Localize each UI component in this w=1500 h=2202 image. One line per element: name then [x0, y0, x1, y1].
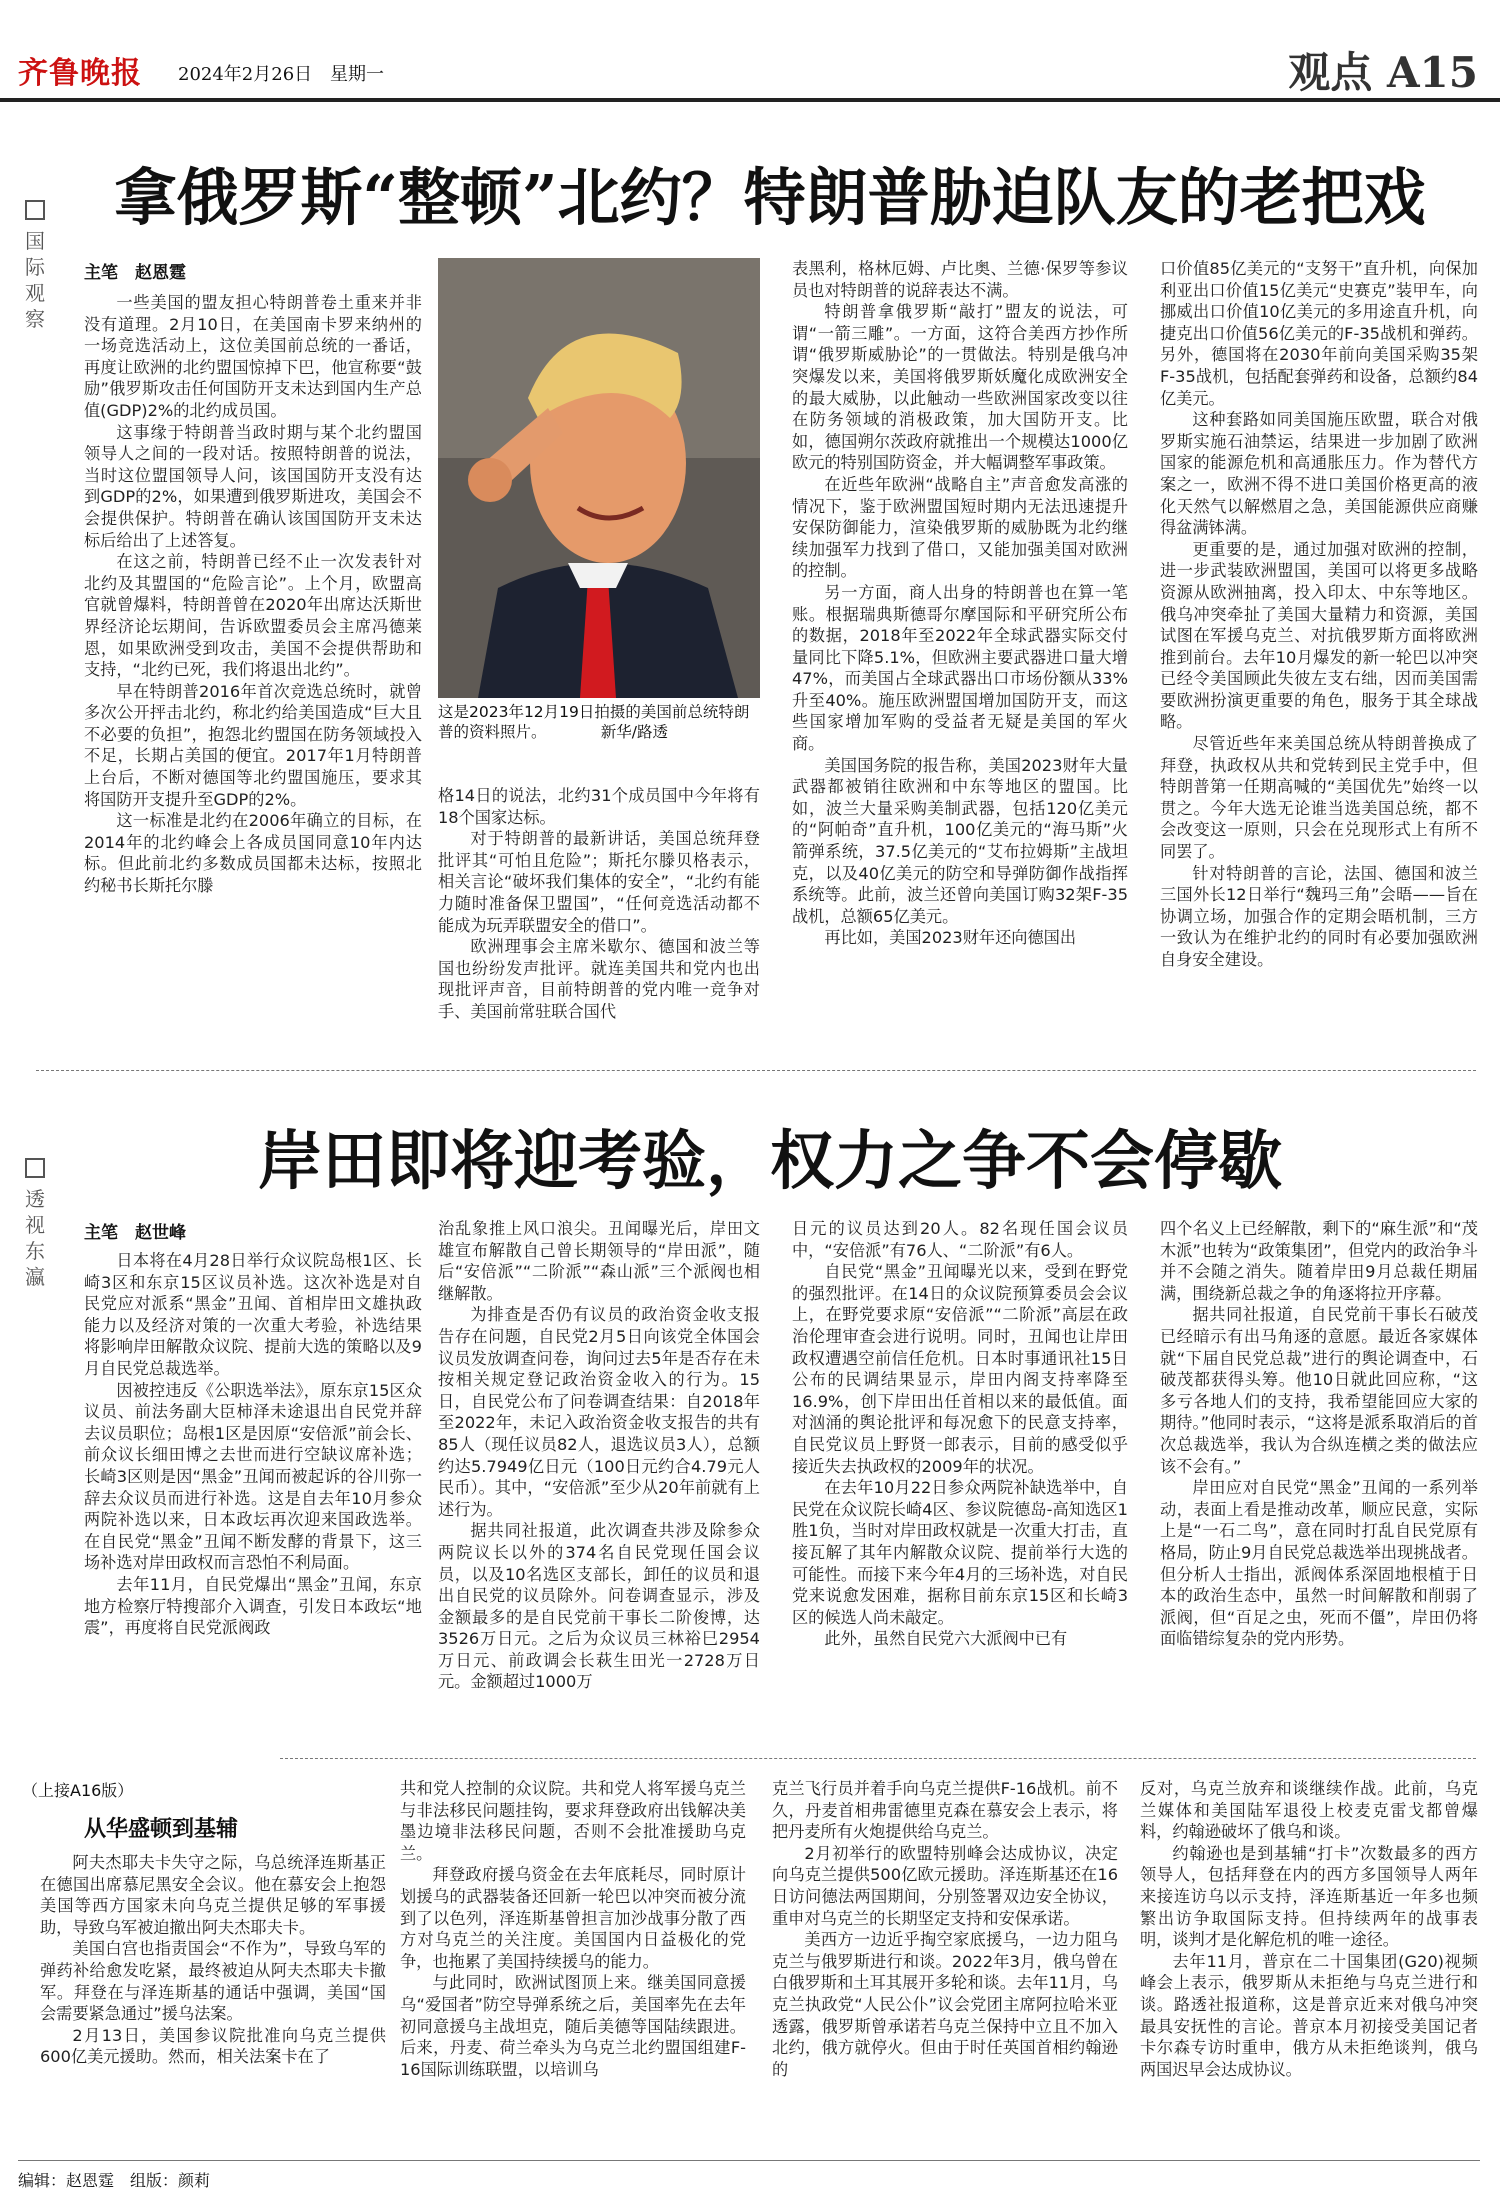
article-paragraph: 这事缘于特朗普当政时期与某个北约盟国领导人之间的一段对话。按照特朗普的说法，当时这位盟国领导人问，该国国防开支没有达到GDP的2%，如果遭到俄罗斯进攻，美国会不会提供保护。特朗普在确认该国国防开支未达标后给出了上述答复。	[84, 422, 422, 550]
article-paragraph: 针对特朗普的言论，法国、德国和波兰三国外长12日举行“魏玛三角”会晤——旨在协调立场，加强合作的定期会晤机制，三方一致认为在维护北约的同时有必要加强欧洲自身安全建设。	[1160, 863, 1478, 969]
article-paragraph: 这一标准是北约在2006年确立的目标，在2014年的北约峰会上各成员国同意10年内达标。但此前北约多数成员国都未达标，按照北约秘书长斯托尔滕	[84, 811, 422, 896]
article-column-1	[40, 1852, 386, 2152]
article-column-4	[1140, 1778, 1478, 2158]
footer-rule	[18, 2160, 1480, 2161]
article-byline: 主笔 赵恩霆	[84, 263, 186, 283]
trump-photo	[438, 258, 760, 698]
article-paragraph: 更重要的是，通过加强对欧洲的控制，进一步武装欧洲盟国，美国可以将更多战略资源从欧洲抽离，投入印太、中东等地区。俄乌冲突牵扯了美国大量精力和资源，美国试图在军援乌克兰、对抗俄罗斯方面将欧洲推到前台。去年10月爆发的新一轮巴以冲突已经令美国顾此失彼左支右绌，因而美国需要欧洲扮演更重要的角色，服务于其全球战略。	[1160, 539, 1478, 732]
article-paragraph: 反对，乌克兰放弃和谈继续作战。此前，乌克兰媒体和美国陆军退役上校麦克雷戈都曾爆料，约翰逊破坏了俄乌和谈。	[1140, 1779, 1478, 1842]
article-column-3	[772, 1778, 1118, 2158]
article-paragraph: 此外，虽然自民党六大派阀中已有	[824, 1629, 1068, 1649]
article-column-4	[1160, 1218, 1478, 1748]
article-subhead: 从华盛顿到基辅	[84, 1816, 239, 1842]
article-column-3	[792, 1218, 1128, 1748]
article-paragraph: 再比如，美国2023财年还向德国出	[824, 928, 1077, 948]
article-paragraph: 阿夫杰耶夫卡失守之际，乌总统泽连斯基正在德国出席慕尼黑安全会议。他在慕安会上抱怨美国等西方国家未向乌克兰提供足够的军事援助，导致乌军被迫撤出阿夫杰耶夫卡。	[40, 1853, 386, 1937]
article-headline: 拿俄罗斯“整顿”北约？特朗普胁迫队友的老把戏	[114, 161, 1426, 234]
article-paragraph: 治乱象推上风口浪尖。丑闻曝光后，岸田文雄宣布解散自己曾长期领导的“岸田派”，随后“安倍派”“二阶派”“森山派”三个派阀也相继解散。	[438, 1219, 760, 1303]
continued-note: （上接A16版）	[22, 1781, 134, 1800]
article-column-3	[792, 258, 1128, 1038]
column-tag-label: 透视东瀛	[25, 1187, 45, 1289]
article-paragraph: 一些美国的盟友担心特朗普卷土重来并非没有道理。2月10日，在美国南卡罗来纳州的一场竞选活动上，这位美国前总统的一番话，再度让欧洲的北约盟国惊掉下巴，他宣称要“鼓励”俄罗斯攻击任何国防开支未达到国内生产总值(GDP)2%的北约成员国。	[84, 293, 422, 420]
article-paragraph: 岸田应对自民党“黑金”丑闻的一系列举动，表面上看是推动改革，顺应民意，实际上是“一石二鸟”，意在同时打乱自民党原有格局，防止9月自民党总裁选举出现挑战者。但分析人士指出，派阀体系深固地根植于日本的政治生态中，虽然一时间解散和削弱了派阀，但“百足之虫，死而不僵”，岸田仍将面临错综复杂的党内形势。	[1160, 1478, 1478, 1649]
article-paragraph: 因被控违反《公职选举法》，原东京15区众议员、前法务副大臣柿泽未途退出自民党并辞去议员职位；岛根1区是因原“安倍派”前会长、前众议长细田博之去世而进行空缺议席补选；长崎3区则是因“黑金”丑闻而被起诉的谷川弥一辞去众议员而进行补选。这是自去年10月参众两院补选以来，日本政坛再次迎来国政选举。在自民党“黑金”丑闻不断发酵的背景下，这三场补选对岸田政权而言恐怕不利局面。	[84, 1380, 422, 1573]
header-rule	[0, 98, 1500, 102]
article-paragraph: 克兰飞行员并着手向乌克兰提供F-16战机。前不久，丹麦首相弗雷德里克森在慕安会上表示，将把丹麦所有火炮提供给乌克兰。	[772, 1779, 1118, 1842]
article-column-4	[1160, 258, 1478, 1038]
issue-date: 2024年2月26日	[178, 64, 313, 85]
article-column-2	[438, 1218, 760, 1748]
tag-box-icon	[25, 1158, 45, 1178]
article-column-1	[84, 1250, 422, 1750]
article-paragraph: 欧洲理事会主席米歇尔、德国和波兰等国也纷纷发声批评。就连美国共和党内也出现批评声音，目前特朗普的党内唯一竞争对手、美国前常驻联合国代	[438, 937, 760, 1021]
article-paragraph: 在近些年欧洲“战略自主”声音愈发高涨的情况下，鉴于欧洲盟国短时期内无法迅速提升安保防御能力，渲染俄罗斯的威胁既为北约继续加强军力找到了借口，又能加强美国对欧洲的控制。	[792, 474, 1128, 581]
article-paragraph: 约翰逊也是到基辅“打卡”次数最多的西方领导人，包括拜登在内的西方多国领导人两年来接连访乌以示支持，泽连斯基近一年多也频繁出访争取国际支持。但持续两年的战事表明，谈判才是化解危机的唯一途径。	[1140, 1843, 1478, 1950]
photo-caption: 这是2023年12月19日拍摄的美国前总统特朗普的资料照片。 新华/路透	[438, 703, 750, 741]
masthead-logo: 齐鲁晚报	[18, 56, 142, 91]
column-tag-international	[22, 200, 48, 332]
article-paragraph: 美国白宫也指责国会“不作为”，导致乌军的弹药补给愈发吃紧，最终被迫从阿夫杰耶夫卡撤军。拜登在与泽连斯基的通话中强调，美国“国会需要紧急通过”援乌法案。	[40, 1939, 386, 2024]
section-label: 观点 A15	[1288, 48, 1478, 97]
article-byline: 主笔 赵世峰	[84, 1223, 186, 1243]
article-paragraph: 表黑利，格林厄姆、卢比奥、兰德·保罗等参议员也对特朗普的说辞表达不满。	[792, 259, 1128, 300]
article-paragraph: 四个名义上已经解散，剩下的“麻生派”和“茂木派”也转为“政策集团”，但党内的政治争斗并不会随之消失。随着岸田9月总裁任期届满，围绕新总裁之争的角逐将拉开序幕。	[1160, 1219, 1478, 1303]
article-paragraph: 为排查是否仍有议员的政治资金收支报告存在问题，自民党2月5日向该党全体国会议员发放调查问卷，询问过去5年是否存在未按相关规定登记政治资金收入的行为。15日，自民党公布了问卷调查结果：自2018年至2022年，未记入政治资金收支报告的共有85人（现任议员82人，退选议员3人），总额约达5.7949亿日元（100日元约合4.79元人民币）。其中，“安倍派”至少从20年前就有上述行为。	[438, 1305, 760, 1519]
article-paragraph: 早在特朗普2016年首次竞选总统时，就曾多次公开抨击北约，称北约给美国造成“巨大且不必要的负担”，抱怨北约盟国在防务领域投入不足，长期占美国的便宜。2017年1月特朗普上台后，不断对德国等北约盟国施压，要求其将国防开支提升至GDP的2%。	[84, 681, 422, 809]
article-paragraph: 尽管近些年来美国总统从特朗普换成了拜登，执政权从共和党转到民主党手中，但特朗普第一任期高喊的“美国优先”始终一以贯之。今年大选无论谁当选美国总统，都不会改变这一原则，只会在兑现形式上有所不同罢了。	[1160, 734, 1478, 862]
article-paragraph: 另一方面，商人出身的特朗普也在算一笔账。根据瑞典斯德哥尔摩国际和平研究所公布的数据，2018年至2022年全球武器实际交付量同比下降5.1%，但欧洲主要武器进口量大增47%，而美国占全球武器出口市场份额从33%升至40%。施压欧洲盟国增加国防开支，而这些国家增加军购的受益者无疑是美国的军火商。	[792, 582, 1128, 754]
article-column-2	[438, 785, 760, 1035]
article-paragraph: 日元的议员达到20人。82名现任国会议员中，“安倍派”有76人、“二阶派”有6人。	[792, 1219, 1128, 1260]
section-divider	[36, 1070, 1476, 1071]
column-tag-japan	[22, 1158, 48, 1290]
article-paragraph: 日本将在4月28日举行众议院岛根1区、长崎3区和东京15区议员补选。这次补选是对自民党应对派系“黑金”丑闻、首相岸田文雄执政能力以及经济对策的一次重大考验，补选结果将影响岸田解散众议院、提前大选的策略以及9月自民党总裁选举。	[84, 1251, 422, 1378]
article-paragraph: 美国国务院的报告称，美国2023财年大量武器都被销往欧洲和中东等地区的盟国。比如，波兰大量采购美制武器，包括120亿美元的“阿帕奇”直升机，100亿美元的“海马斯”火箭弹系统，37.5亿美元的“艾布拉姆斯”主战坦克，以及40亿美元的防空和导弹防御作战指挥系统等。此前，波兰还曾向美国订购32架F-35战机，总额65亿美元。	[792, 755, 1128, 926]
issue-weekday: 星期一	[330, 64, 384, 85]
article-paragraph: 2月13日，美国参议院批准向乌克兰提供600亿美元援助。然而，相关法案卡在了	[40, 2025, 386, 2067]
column-tag-label: 国际观察	[25, 229, 45, 331]
article-paragraph: 格14日的说法，北约31个成员国中今年将有18个国家达标。	[438, 786, 760, 827]
article-paragraph: 据共同社报道，自民党前干事长石破茂已经暗示有出马角逐的意愿。最近各家媒体就“下届自民党总裁”进行的舆论调查中，石破茂都获得头筹。他10日就此回应称，“这多亏各地人们的支持，我希望能回应大家的期待。”他同时表示，“这将是派系取消后的首次总裁选举，我认为合纵连横之类的做法应该不会有。”	[1160, 1305, 1478, 1476]
article-paragraph: 这种套路如同美国施压欧盟，联合对俄罗斯实施石油禁运，结果进一步加剧了欧洲国家的能源危机和高通胀压力。作为替代方案之一，欧洲不得不进口美国价格更高的液化天然气以解燃眉之急，美国能源供应商赚得盆满钵满。	[1160, 410, 1478, 538]
article-paragraph: 2月初举行的欧盟特别峰会达成协议，决定向乌克兰提供500亿欧元援助。泽连斯基还在16日访问德法两国期间，分别签署双边安全协议，重申对乌克兰的长期坚定支持和安保承诺。	[772, 1843, 1118, 1928]
section-divider	[280, 1758, 1476, 1759]
article-paragraph: 据共同社报道，此次调查共涉及除参众两院议长以外的374名自民党现任国会议员，以及10名选区支部长，卸任的议员和退出自民党的议员除外。问卷调查显示，涉及金额最多的是自民党前干事长二阶俊博，达3526万日元。之后为众议员三林裕巳2954万日元、前政调会长萩生田光一2728万日元。金额超过1000万	[438, 1521, 760, 1692]
article-column-1	[84, 292, 422, 1022]
article-paragraph: 在去年10月22日参众两院补缺选举中，自民党在众议院长崎4区、参议院德岛-高知选区1胜1负，当时对岸田政权就是一次重大打击，直接瓦解了其年内解散众议院、提前举行大选的可能性。而接下来今年4月的三场补选，对自民党来说愈发困难，据称目前东京15区和长崎3区的候选人尚未敲定。	[792, 1478, 1128, 1627]
article-paragraph: 共和党人控制的众议院。共和党人将军援乌克兰与非法移民问题挂钩，要求拜登政府出钱解决美墨边境非法移民问题，否则不会批准援助乌克兰。	[400, 1779, 746, 1863]
footer-credits: 编辑：赵恩霆 组版：颜莉	[18, 2171, 211, 2190]
article-headline: 岸田即将迎考验，权力之争不会停歇	[258, 1124, 1282, 1199]
article-paragraph: 自民党“黑金”丑闻曝光以来，受到在野党的强烈批评。在14日的众议院预算委员会会议上，在野党要求原“安倍派”“二阶派”高层在政治伦理审查会进行说明。同时，丑闻也让岸田政权遭遇空前信任危机。日本时事通讯社15日公布的民调结果显示，岸田内阁支持率降至16.9%，创下岸田出任首相以来的最低值。面对汹涌的舆论批评和每况愈下的民意支持率，自民党议员上野贤一郎表示，目前的感受似乎接近失去执政权的2009年的状况。	[792, 1262, 1128, 1476]
article-paragraph: 拜登政府援乌资金在去年底耗尽，同时原计划援乌的武器装备还回新一轮巴以冲突而被分流到了以色列，泽连斯基曾担言加沙战事分散了西方对乌克兰的关注度。美国国内日益极化的党争，也拖累了美国持续援乌的能力。	[400, 1865, 746, 1971]
article-paragraph: 特朗普拿俄罗斯“敲打”盟友的说法，可谓“一箭三雕”。一方面，这符合美西方抄作所谓“俄罗斯威胁论”的一贯做法。特别是俄乌冲突爆发以来，美国将俄罗斯妖魔化成欧洲安全的最大威胁，以此触动一些欧洲国家改变以往在防务领域的消极政策，加大国防开支。比如，德国朔尔茨政府就推出一个规模达1000亿欧元的特别国防资金，并大幅调整军事政策。	[792, 302, 1128, 473]
article-paragraph: 在这之前，特朗普已经不止一次发表针对北约及其盟国的“危险言论”。上个月，欧盟高官就曾爆料，特朗普曾在2020年出席达沃斯世界经济论坛期间，告诉欧盟委员会主席冯德莱恩，如果欧洲受到攻击，美国不会提供帮助和支持，“北约已死，我们将退出北约”。	[84, 552, 422, 680]
article-paragraph: 与此同时，欧洲试图顶上来。继美国同意援乌“爱国者”防空导弹系统之后，美国率先在去年初同意援乌主战坦克，随后美德等国陆续跟进。后来，丹麦、荷兰牵头为乌克兰北约盟国组建F-16国际训练联盟，以培训乌	[400, 1973, 746, 2079]
article-column-2	[400, 1778, 746, 2158]
article-paragraph: 美西方一边近乎掏空家底援乌，一边力阻乌克兰与俄罗斯进行和谈。2022年3月，俄乌曾在白俄罗斯和土耳其展开多轮和谈。去年11月，乌克兰执政党“人民公仆”议会党团主席阿拉哈米亚透露，俄罗斯曾承诺若乌克兰保持中立且不加入北约，俄方就停火。但由于时任英国首相约翰逊的	[772, 1930, 1118, 2079]
article-paragraph: 去年11月，普京在二十国集团(G20)视频峰会上表示，俄罗斯从未拒绝与乌克兰进行和谈。路透社报道称，这是普京近来对俄乌冲突最具安抚性的言论。普京本月初接受美国记者卡尔森专访时重申，俄方从未拒绝谈判，俄乌两国迟早会达成协议。	[1140, 1951, 1478, 2079]
tag-box-icon	[25, 200, 45, 220]
article-paragraph: 去年11月，自民党爆出“黑金”丑闻，东京地方检察厅特搜部介入调查，引发日本政坛“地震”，再度将自民党派阀政	[84, 1574, 422, 1638]
article-paragraph: 对于特朗普的最新讲话，美国总统拜登批评其“可怕且危险”；斯托尔滕贝格表示，相关言论“破坏我们集体的安全”，“北约有能力随时准备保卫盟国”，“任何竞选活动都不能成为玩弄联盟安全的借口”。	[438, 829, 760, 935]
article-paragraph: 口价值85亿美元的“支努干”直升机，向保加利亚出口价值15亿美元“史赛克”装甲车，向挪威出口价值10亿美元的多用途直升机，向捷克出口价值56亿美元的F-35战机和弹药。另外，德国将在2030年前向美国采购35架F-35战机，包括配套弹药和设备，总额约84亿美元。	[1160, 259, 1478, 408]
